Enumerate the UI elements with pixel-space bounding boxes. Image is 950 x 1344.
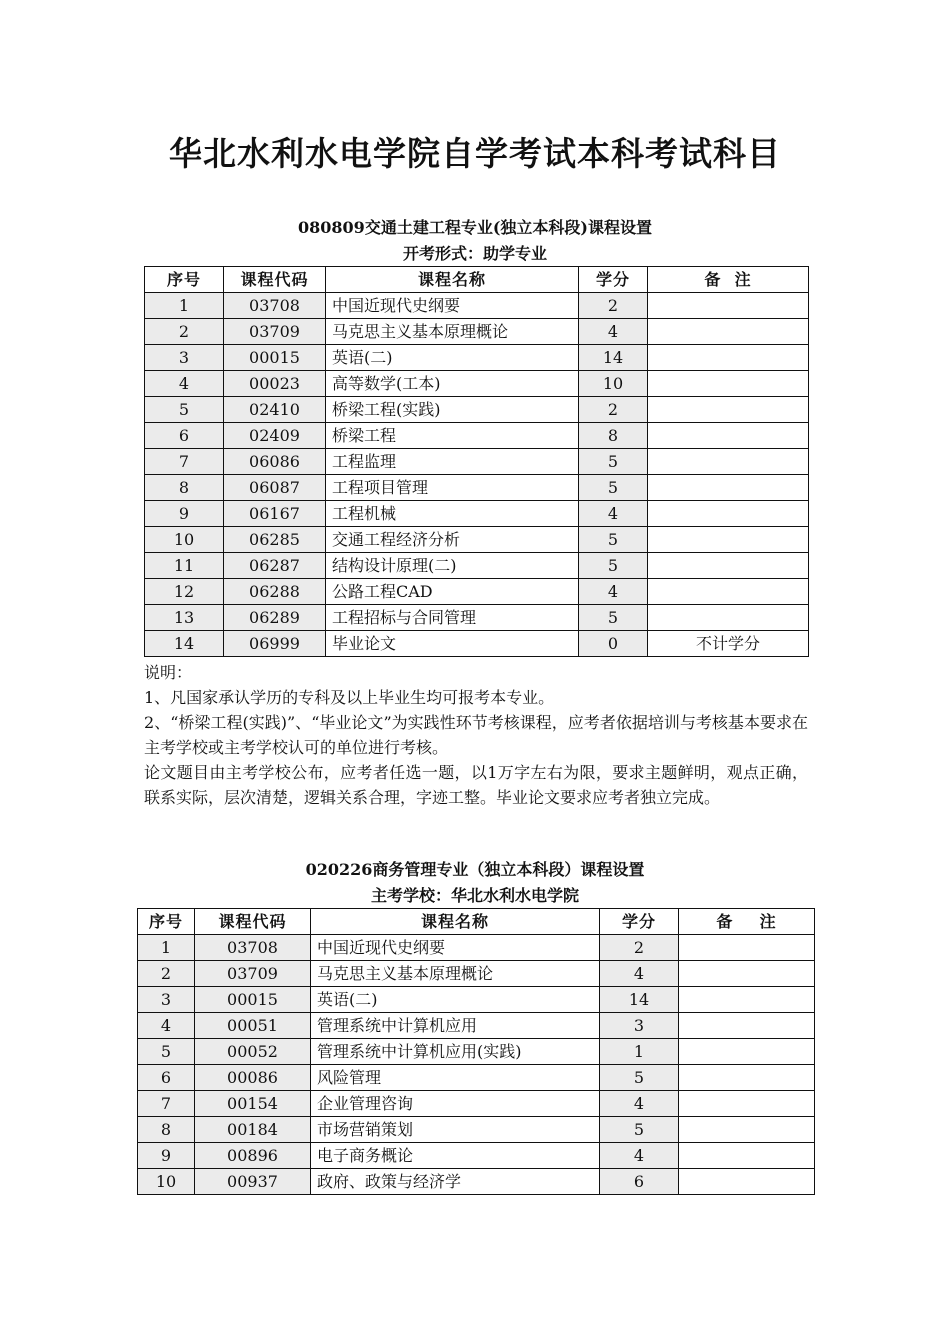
- cell-note: [648, 293, 809, 319]
- cell-code: 03709: [195, 961, 311, 987]
- table-row: [138, 961, 815, 987]
- cell-no: 2: [138, 961, 195, 987]
- cell-code: 02410: [224, 397, 326, 423]
- cell-credit: 6: [600, 1169, 679, 1195]
- table-row: [145, 475, 809, 501]
- note-item: 论文题目由主考学校公布，应考者任选一题，以1万字左右为限，要求主题鲜明，观点正确，联系实际，层次清楚，逻辑关系合理，字迹工整。毕业论文要求应考者独立完成。: [144, 763, 808, 807]
- cell-note: [679, 935, 815, 961]
- cell-note: [648, 423, 809, 449]
- course-table-1: [144, 266, 809, 657]
- cell-note: [679, 1143, 815, 1169]
- cell-no: 5: [145, 397, 224, 423]
- section2-subheading: 主考学校：华北水利水电学院: [370, 886, 579, 905]
- table-row: [138, 1091, 815, 1117]
- cell-no: 8: [145, 475, 224, 501]
- cell-code: 00896: [195, 1143, 311, 1169]
- col-name: 课程名称: [326, 267, 579, 293]
- cell-no: 4: [138, 1013, 195, 1039]
- cell-credit: 2: [579, 293, 648, 319]
- cell-note: 不计学分: [648, 631, 809, 657]
- cell-note: [648, 371, 809, 397]
- cell-note: [648, 501, 809, 527]
- section1-heading: 080809交通土建工程专业(独立本科段)课程设置: [298, 218, 652, 237]
- cell-code: 06289: [224, 605, 326, 631]
- notes-label: 说明：: [144, 663, 193, 682]
- table-row: [138, 1117, 815, 1143]
- table-row: [145, 345, 809, 371]
- cell-code: 00015: [224, 345, 326, 371]
- table-row: [138, 1013, 815, 1039]
- cell-credit: 14: [600, 987, 679, 1013]
- cell-no: 6: [138, 1065, 195, 1091]
- col-name: 课程名称: [311, 909, 600, 935]
- cell-name: 风险管理: [311, 1065, 600, 1091]
- cell-name: 公路工程CAD: [326, 579, 579, 605]
- cell-code: 00937: [195, 1169, 311, 1195]
- table-row: [138, 935, 815, 961]
- table-row: [145, 397, 809, 423]
- cell-note: [648, 319, 809, 345]
- cell-credit: 8: [579, 423, 648, 449]
- cell-credit: 5: [579, 475, 648, 501]
- cell-name: 英语(二): [326, 345, 579, 371]
- cell-credit: 2: [600, 935, 679, 961]
- cell-code: 02409: [224, 423, 326, 449]
- cell-name: 电子商务概论: [311, 1143, 600, 1169]
- cell-note: [648, 527, 809, 553]
- table-row: [138, 1039, 815, 1065]
- cell-code: 00051: [195, 1013, 311, 1039]
- cell-credit: 4: [600, 961, 679, 987]
- cell-name: 桥梁工程: [326, 423, 579, 449]
- cell-note: [648, 553, 809, 579]
- cell-credit: 4: [579, 319, 648, 345]
- cell-code: 06287: [224, 553, 326, 579]
- col-code: 课程代码: [195, 909, 311, 935]
- cell-credit: 5: [579, 527, 648, 553]
- cell-note: [679, 1013, 815, 1039]
- cell-name: 工程机械: [326, 501, 579, 527]
- cell-no: 1: [138, 935, 195, 961]
- cell-credit: 14: [579, 345, 648, 371]
- cell-code: 03708: [195, 935, 311, 961]
- cell-note: [679, 1117, 815, 1143]
- section1-subheading: 开考形式：助学专业: [402, 244, 547, 263]
- col-no: 序号: [145, 267, 224, 293]
- cell-note: [648, 397, 809, 423]
- course-table-2: [137, 908, 815, 1195]
- cell-code: 06086: [224, 449, 326, 475]
- cell-no: 3: [145, 345, 224, 371]
- cell-code: 06087: [224, 475, 326, 501]
- cell-note: [648, 605, 809, 631]
- cell-credit: 2: [579, 397, 648, 423]
- cell-name: 政府、政策与经济学: [311, 1169, 600, 1195]
- cell-code: 00184: [195, 1117, 311, 1143]
- cell-code: 06167: [224, 501, 326, 527]
- cell-no: 12: [145, 579, 224, 605]
- cell-code: 06288: [224, 579, 326, 605]
- cell-note: [679, 1039, 815, 1065]
- cell-code: 00086: [195, 1065, 311, 1091]
- col-credit: 学分: [579, 267, 648, 293]
- cell-note: [648, 345, 809, 371]
- col-no: 序号: [138, 909, 195, 935]
- cell-code: 00023: [224, 371, 326, 397]
- cell-name: 交通工程经济分析: [326, 527, 579, 553]
- cell-name: 桥梁工程(实践): [326, 397, 579, 423]
- cell-credit: 4: [579, 579, 648, 605]
- cell-no: 2: [145, 319, 224, 345]
- cell-no: 11: [145, 553, 224, 579]
- cell-no: 13: [145, 605, 224, 631]
- col-note: 备 注: [679, 909, 815, 935]
- cell-code: 00154: [195, 1091, 311, 1117]
- cell-code: 03709: [224, 319, 326, 345]
- table-row: [145, 501, 809, 527]
- cell-name: 工程项目管理: [326, 475, 579, 501]
- table-header-row: [145, 267, 809, 293]
- col-code: 课程代码: [224, 267, 326, 293]
- cell-credit: 5: [600, 1065, 679, 1091]
- cell-credit: 1: [600, 1039, 679, 1065]
- cell-no: 7: [138, 1091, 195, 1117]
- table-row: [145, 553, 809, 579]
- cell-name: 工程监理: [326, 449, 579, 475]
- cell-no: 10: [145, 527, 224, 553]
- table-row: [138, 987, 815, 1013]
- cell-credit: 4: [600, 1091, 679, 1117]
- cell-credit: 3: [600, 1013, 679, 1039]
- cell-credit: 5: [600, 1117, 679, 1143]
- cell-no: 9: [138, 1143, 195, 1169]
- cell-name: 马克思主义基本原理概论: [326, 319, 579, 345]
- cell-credit: 5: [579, 605, 648, 631]
- cell-no: 6: [145, 423, 224, 449]
- table-row: [145, 371, 809, 397]
- cell-note: [648, 449, 809, 475]
- cell-name: 高等数学(工本): [326, 371, 579, 397]
- cell-name: 管理系统中计算机应用(实践): [311, 1039, 600, 1065]
- cell-note: [679, 987, 815, 1013]
- cell-no: 5: [138, 1039, 195, 1065]
- cell-credit: 10: [579, 371, 648, 397]
- cell-code: 03708: [224, 293, 326, 319]
- cell-name: 结构设计原理(二): [326, 553, 579, 579]
- cell-no: 7: [145, 449, 224, 475]
- cell-name: 管理系统中计算机应用: [311, 1013, 600, 1039]
- table-row: [138, 1169, 815, 1195]
- cell-name: 英语(二): [311, 987, 600, 1013]
- cell-name: 中国近现代史纲要: [311, 935, 600, 961]
- cell-credit: 4: [579, 501, 648, 527]
- table-row: [138, 1143, 815, 1169]
- table-row: [138, 1065, 815, 1091]
- cell-note: [679, 1091, 815, 1117]
- cell-code: 06999: [224, 631, 326, 657]
- table-row: [145, 449, 809, 475]
- cell-note: [679, 1065, 815, 1091]
- cell-note: [679, 961, 815, 987]
- notes: [144, 660, 808, 810]
- cell-no: 8: [138, 1117, 195, 1143]
- section2-heading: 020226商务管理专业（独立本科段）课程设置: [305, 860, 645, 879]
- table-row: [145, 605, 809, 631]
- cell-no: 3: [138, 987, 195, 1013]
- table-row: [145, 319, 809, 345]
- cell-no: 1: [145, 293, 224, 319]
- table-row: [145, 527, 809, 553]
- page-title: 华北水利水电学院自学考试本科考试科目: [169, 134, 781, 173]
- note-item: 1、凡国家承认学历的专科及以上毕业生均可报考本专业。: [144, 688, 555, 707]
- cell-note: [648, 579, 809, 605]
- cell-name: 毕业论文: [326, 631, 579, 657]
- cell-credit: 5: [579, 449, 648, 475]
- table-row: [145, 579, 809, 605]
- cell-note: [648, 475, 809, 501]
- cell-no: 4: [145, 371, 224, 397]
- cell-no: 10: [138, 1169, 195, 1195]
- table-header-row: [138, 909, 815, 935]
- table-row: [145, 293, 809, 319]
- note-item: 2、“桥梁工程(实践)”、“毕业论文”为实践性环节考核课程，应考者依据培训与考核基本要求在主考学校或主考学校认可的单位进行考核。: [144, 713, 808, 757]
- table-row: [145, 423, 809, 449]
- col-note: 备 注: [648, 267, 809, 293]
- cell-code: 00015: [195, 987, 311, 1013]
- cell-name: 市场营销策划: [311, 1117, 600, 1143]
- cell-code: 06285: [224, 527, 326, 553]
- cell-name: 工程招标与合同管理: [326, 605, 579, 631]
- cell-name: 马克思主义基本原理概论: [311, 961, 600, 987]
- cell-note: [679, 1169, 815, 1195]
- cell-no: 9: [145, 501, 224, 527]
- cell-code: 00052: [195, 1039, 311, 1065]
- cell-name: 企业管理咨询: [311, 1091, 600, 1117]
- cell-credit: 4: [600, 1143, 679, 1169]
- table-row: [145, 631, 809, 657]
- cell-credit: 5: [579, 553, 648, 579]
- col-credit: 学分: [600, 909, 679, 935]
- cell-credit: 0: [579, 631, 648, 657]
- cell-name: 中国近现代史纲要: [326, 293, 579, 319]
- cell-no: 14: [145, 631, 224, 657]
